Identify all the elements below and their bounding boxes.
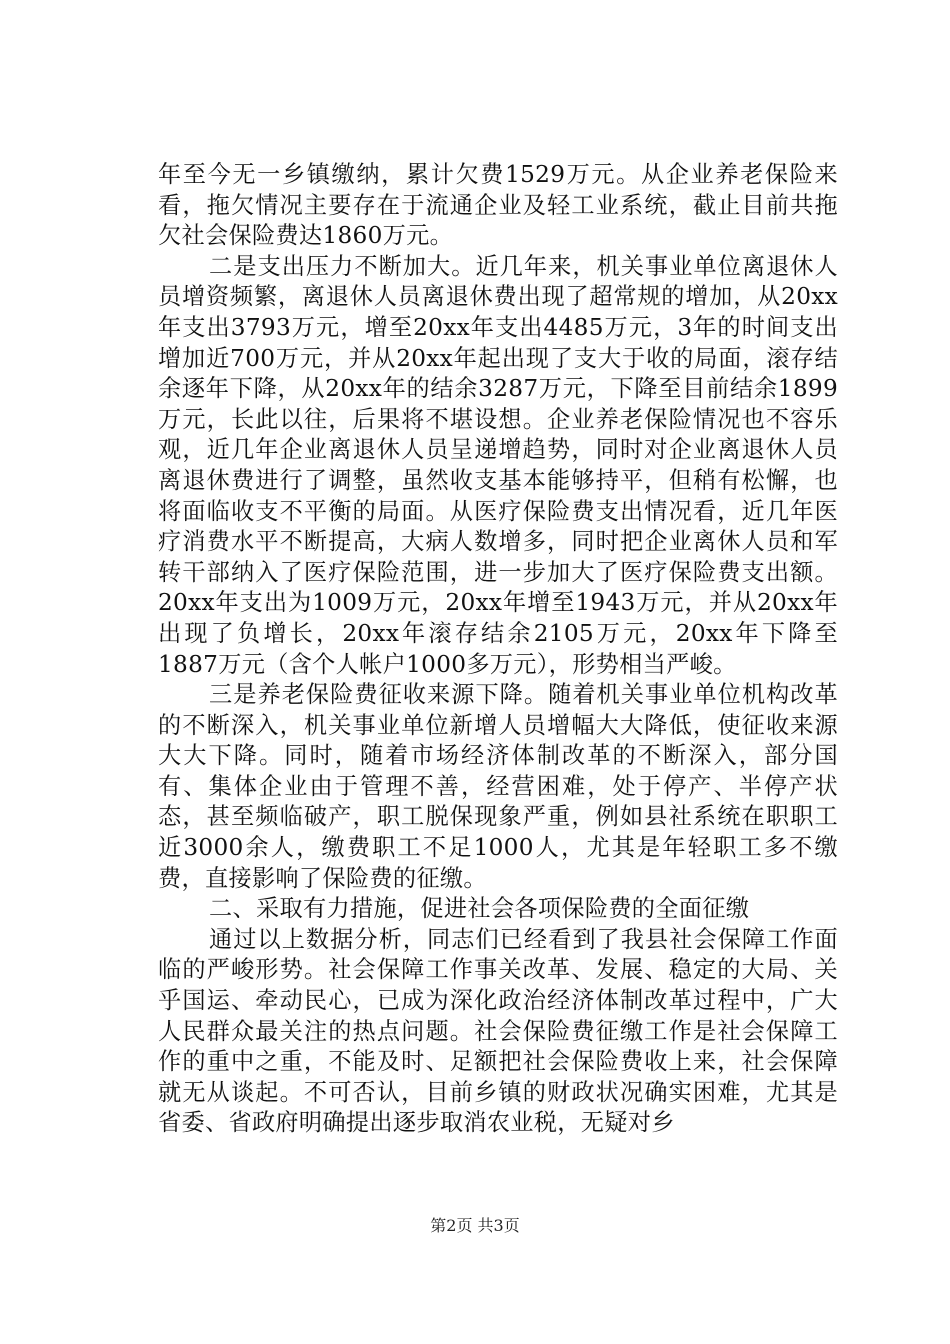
paragraph-revenue-decline: 三是养老保险费征收来源下降。随着机关事业单位机构改革的不断深入，机关事业单位新增人员增幅大大降低，使征收来源大大下降。同时，随着市场经济体制改革的不断深入，部分国有、集体企业由于管理不善，经营困难，处于停产、半停产状态，甚至频临破产，职工脱保现象严重，例如县社系统在职职工近3000余人，缴费职工不足1000人，尤其是年轻职工多不缴费，直接影响了保险费的征缴。	[158, 681, 838, 892]
paragraph-analysis: 通过以上数据分析，同志们已经看到了我县社会保障工作面临的严峻形势。社会保障工作事关改革、发展、稳定的大局、关乎国运、牵动民心，已成为深化政治经济体制改革过程中，广大人民群众最关注的热点问题。社会保险费征缴工作是社会保障工作的重中之重，不能及时、足额把社会保险费收上来，社会保障就无从谈起。不可否认，目前乡镇的财政状况确实困难，尤其是省委、省政府明确提出逐步取消农业税，无疑对乡	[158, 925, 838, 1137]
paragraph-expenditure-pressure: 二是支出压力不断加大。近几年来，机关事业单位离退休人员增资频繁，离退休人员离退休费出现了超常规的增加，从20xx年支出3793万元，增至20xx年支出4485万元，3年的时间支出增加近700万元，并从20xx年起出现了支大于收的局面，滚存结余逐年下降，从20xx年的结余3287万元，下降至目前结余1899万元，长此以往，后果将不堪设想。企业养老保险情况也不容乐观，近几年企业离退休人员呈递增趋势，同时对企业离退休人员离退休费进行了调整，虽然收支基本能够持平，但稍有松懈，也将面临收支不平衡的局面。从医疗保险费支出情况看，近几年医疗消费水平不断提高，大病人数增多，同时把企业离休人员和军转干部纳入了医疗保险范围，进一步加大了医疗保险费支出额。20xx年支出为1009万元，20xx年增至1943万元，并从20xx年出现了负增长，20xx年滚存结余2105万元，20xx年下降至1887万元（含个人帐户1000多万元），形势相当严峻。	[158, 252, 838, 678]
document-body	[158, 160, 838, 1139]
page-number: 第2页 共3页	[430, 1216, 520, 1235]
paragraph-continued: 年至今无一乡镇缴纳，累计欠费1529万元。从企业养老保险来看，拖欠情况主要存在于流通企业及轻工业系统，截止目前共拖欠社会保险费达1860万元。	[158, 161, 838, 250]
page-footer	[0, 1216, 950, 1236]
section-heading: 二、采取有力措施，促进社会各项保险费的全面征缴	[209, 895, 750, 923]
